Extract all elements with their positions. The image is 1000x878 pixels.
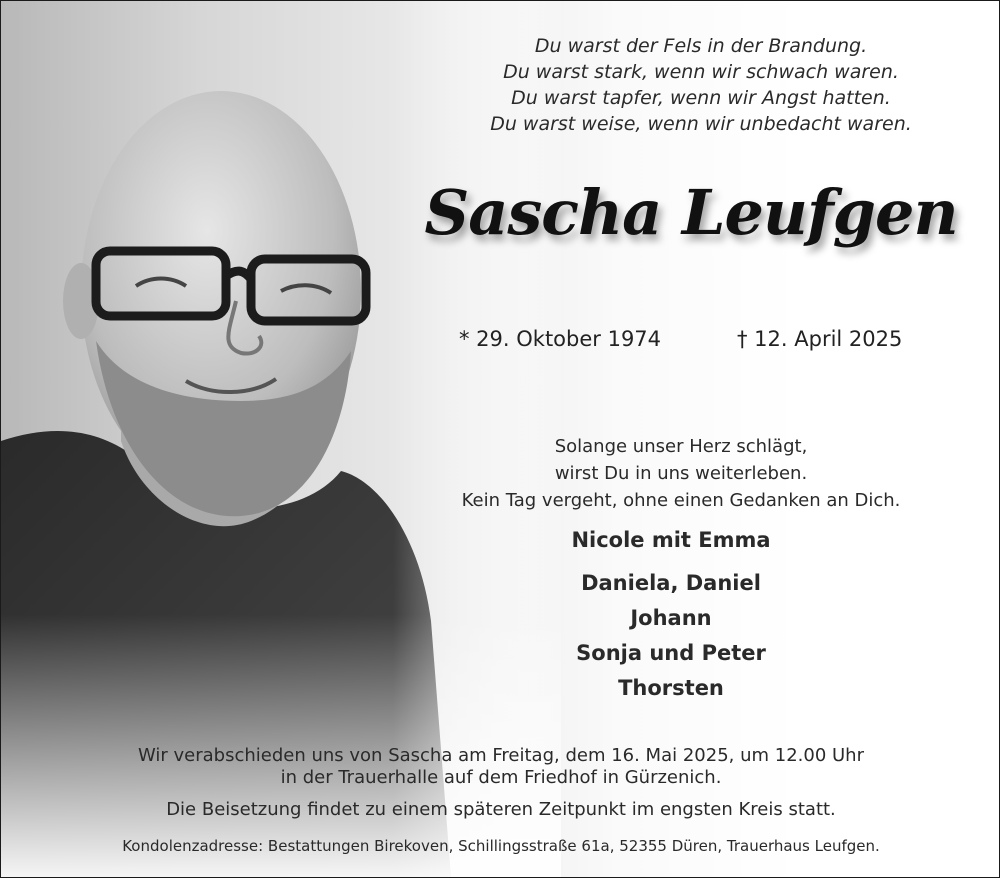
ceremony-line-2: in der Trauerhalle auf dem Friedhof in Gürzenich. xyxy=(280,767,722,788)
poem-line: Du warst stark, wenn wir schwach waren. xyxy=(503,61,899,83)
ceremony-line-1: Wir verabschieden uns von Sascha am Freitag, dem 16. Mai 2025, um 12.00 Uhr xyxy=(137,745,864,766)
burial-note: Die Beisetzung findet zu einem späteren Zeitpunkt im engsten Kreis statt. xyxy=(166,799,836,820)
death-date: † 12. April 2025 xyxy=(737,327,903,351)
mourner-name: Sonja und Peter xyxy=(576,641,766,665)
memorial-quote xyxy=(411,433,951,514)
poem-line: Du warst der Fels in der Brandung. xyxy=(534,35,868,57)
opening-poem xyxy=(431,33,971,137)
mourner-name: Daniela, Daniel xyxy=(581,571,761,595)
birth-date: * 29. Oktober 1974 xyxy=(459,327,662,351)
mourner-name: Thorsten xyxy=(618,676,724,700)
poem-line: Du warst tapfer, wenn wir Angst hatten. xyxy=(511,87,891,109)
deceased-name: Sascha Leufgen xyxy=(424,176,958,249)
condolence-address: Kondolenzadresse: Bestattungen Birekoven, Schillingsstraße 61a, 52355 Düren, Trauerhaus Leufgen. xyxy=(122,837,880,855)
mourner-primary: Nicole mit Emma xyxy=(571,528,771,552)
poem-line: Du warst weise, wenn wir unbedacht waren. xyxy=(490,113,912,135)
mourner-name: Johann xyxy=(630,606,712,630)
quote-line: Kein Tag vergeht, ohne einen Gedanken an Dich. xyxy=(461,490,901,511)
quote-line: wirst Du in uns weiterleben. xyxy=(554,463,808,484)
quote-line: Solange unser Herz schlägt, xyxy=(554,436,808,457)
